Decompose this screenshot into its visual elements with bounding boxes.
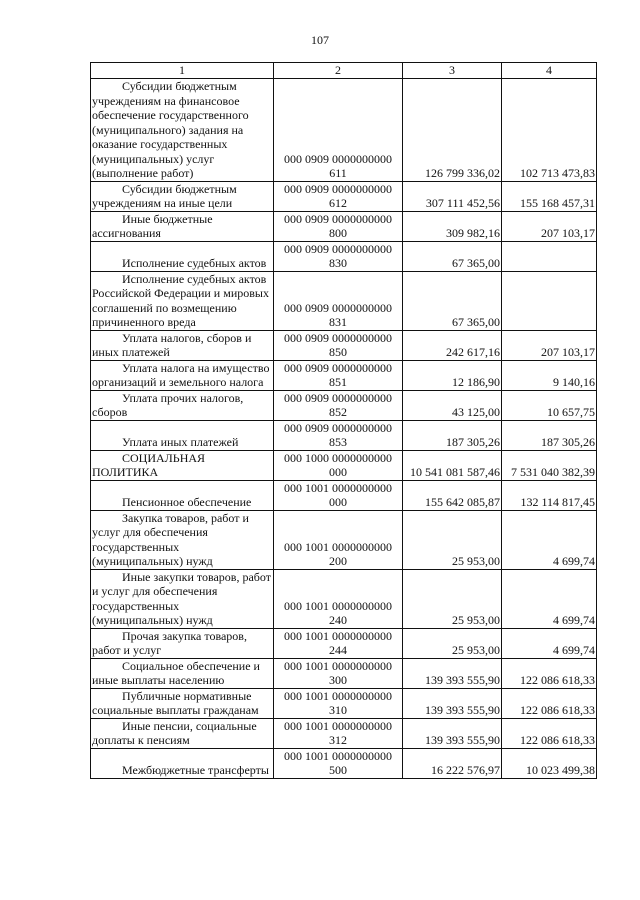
row-name: Уплата прочих налогов, сборов xyxy=(92,390,244,419)
row-code: 000 0909 0000000000 800 xyxy=(274,211,403,241)
row-name-cell xyxy=(91,241,274,271)
row-code: 000 1001 0000000000 310 xyxy=(274,688,403,718)
row-code: 000 0909 0000000000 611 xyxy=(274,79,403,182)
table-row xyxy=(91,271,597,330)
table-header-row xyxy=(91,63,597,79)
row-value-col3: 25 953,00 xyxy=(403,628,502,658)
row-name-cell xyxy=(91,658,274,688)
row-value-col3: 25 953,00 xyxy=(403,510,502,569)
row-name: Уплата налогов, сборов и иных платежей xyxy=(92,330,252,359)
row-value-col3: 16 222 576,97 xyxy=(403,748,502,778)
row-code: 000 1001 0000000000 240 xyxy=(274,569,403,628)
row-name-cell xyxy=(91,569,274,628)
row-name-cell xyxy=(91,330,274,360)
row-name: Уплата налога на имущество организаций и земельного налога xyxy=(92,360,270,389)
row-name: Исполнение судебных актов xyxy=(122,256,267,270)
row-value-col4: 155 168 457,31 xyxy=(502,181,597,211)
row-value-col4: 122 086 618,33 xyxy=(502,688,597,718)
row-code: 000 1001 0000000000 300 xyxy=(274,658,403,688)
row-value-col3: 43 125,00 xyxy=(403,390,502,420)
row-code: 000 1001 0000000000 312 xyxy=(274,718,403,748)
row-code: 000 0909 0000000000 852 xyxy=(274,390,403,420)
row-value-col4: 7 531 040 382,39 xyxy=(502,450,597,480)
table-row xyxy=(91,510,597,569)
row-value-col3: 139 393 555,90 xyxy=(403,718,502,748)
row-code: 000 1001 0000000000 000 xyxy=(274,480,403,510)
table-row xyxy=(91,241,597,271)
header-col-3: 3 xyxy=(403,63,502,79)
row-value-col3: 10 541 081 587,46 xyxy=(403,450,502,480)
row-name-cell xyxy=(91,79,274,182)
table-row xyxy=(91,569,597,628)
table-row xyxy=(91,79,597,182)
row-name: СОЦИАЛЬНАЯ ПОЛИТИКА xyxy=(92,450,206,479)
row-name-cell xyxy=(91,420,274,450)
row-code: 000 1001 0000000000 200 xyxy=(274,510,403,569)
row-value-col4: 132 114 817,45 xyxy=(502,480,597,510)
row-code: 000 1000 0000000000 000 xyxy=(274,450,403,480)
table-row xyxy=(91,211,597,241)
budget-table xyxy=(90,62,597,779)
table-row xyxy=(91,450,597,480)
table-row xyxy=(91,330,597,360)
row-value-col3: 139 393 555,90 xyxy=(403,688,502,718)
row-code: 000 0909 0000000000 851 xyxy=(274,360,403,390)
row-name-cell xyxy=(91,628,274,658)
row-value-col3: 139 393 555,90 xyxy=(403,658,502,688)
row-name-cell xyxy=(91,748,274,778)
row-name-cell xyxy=(91,510,274,569)
row-value-col4: 4 699,74 xyxy=(502,510,597,569)
row-name-cell xyxy=(91,718,274,748)
row-value-col4: 4 699,74 xyxy=(502,569,597,628)
row-value-col4: 10 023 499,38 xyxy=(502,748,597,778)
row-code: 000 0909 0000000000 830 xyxy=(274,241,403,271)
row-name: Прочая закупка товаров, работ и услуг xyxy=(92,628,247,657)
row-name: Иные пенсии, социальные доплаты к пенсиям xyxy=(92,718,257,747)
row-value-col4: 102 713 473,83 xyxy=(502,79,597,182)
row-name: Иные бюджетные ассигнования xyxy=(92,211,213,240)
row-name: Пенсионное обеспечение xyxy=(122,495,252,509)
table-body xyxy=(91,79,597,779)
row-code: 000 1001 0000000000 244 xyxy=(274,628,403,658)
row-name: Закупка товаров, работ и услуг для обеспечения государственных (муниципальных) нужд xyxy=(92,510,249,568)
row-name-cell xyxy=(91,360,274,390)
table-row xyxy=(91,420,597,450)
row-value-col4: 122 086 618,33 xyxy=(502,718,597,748)
row-name: Иные закупки товаров, работ и услуг для обеспечения государственных (муниципальных) нужд xyxy=(92,569,271,627)
row-value-col3: 307 111 452,56 xyxy=(403,181,502,211)
row-name: Публичные нормативные социальные выплаты гражданам xyxy=(92,688,259,717)
table-row xyxy=(91,748,597,778)
row-value-col3: 309 982,16 xyxy=(403,211,502,241)
row-name-cell xyxy=(91,480,274,510)
page-number: 107 xyxy=(311,33,329,47)
row-value-col4: 207 103,17 xyxy=(502,330,597,360)
row-value-col3: 242 617,16 xyxy=(403,330,502,360)
row-name: Уплата иных платежей xyxy=(122,435,239,449)
row-name-cell xyxy=(91,181,274,211)
row-code: 000 0909 0000000000 853 xyxy=(274,420,403,450)
row-name: Социальное обеспечение и иные выплаты населению xyxy=(92,658,260,687)
row-value-col3: 12 186,90 xyxy=(403,360,502,390)
row-code: 000 0909 0000000000 612 xyxy=(274,181,403,211)
row-code: 000 0909 0000000000 850 xyxy=(274,330,403,360)
header-col-4: 4 xyxy=(502,63,597,79)
row-code: 000 1001 0000000000 500 xyxy=(274,748,403,778)
row-value-col3: 187 305,26 xyxy=(403,420,502,450)
row-name: Исполнение судебных актов Российской Федерации и мировых соглашений по возмещению причиненного вреда xyxy=(92,271,269,329)
table-row xyxy=(91,718,597,748)
row-name: Субсидии бюджетным учреждениям на финансовое обеспечение государственного (муниципального) задания на оказание государственных (муниципальных) услуг (выполнение работ) xyxy=(92,79,249,180)
row-value-col3: 126 799 336,02 xyxy=(403,79,502,182)
row-name: Межбюджетные трансферты xyxy=(122,763,269,777)
row-value-col4: 122 086 618,33 xyxy=(502,658,597,688)
table-row xyxy=(91,181,597,211)
row-value-col4: 9 140,16 xyxy=(502,360,597,390)
table-row xyxy=(91,480,597,510)
header-col-1: 1 xyxy=(91,63,274,79)
table-row xyxy=(91,360,597,390)
row-value-col4: 10 657,75 xyxy=(502,390,597,420)
row-code: 000 0909 0000000000 831 xyxy=(274,271,403,330)
row-name: Субсидии бюджетным учреждениям на иные цели xyxy=(92,181,237,210)
row-value-col4: 4 699,74 xyxy=(502,628,597,658)
header-col-2: 2 xyxy=(274,63,403,79)
table-row xyxy=(91,628,597,658)
row-value-col3: 155 642 085,87 xyxy=(403,480,502,510)
row-value-col3: 67 365,00 xyxy=(403,241,502,271)
table-row xyxy=(91,390,597,420)
row-value-col3: 67 365,00 xyxy=(403,271,502,330)
table-row xyxy=(91,688,597,718)
row-value-col3: 25 953,00 xyxy=(403,569,502,628)
row-name-cell xyxy=(91,450,274,480)
table-row xyxy=(91,658,597,688)
row-name-cell xyxy=(91,390,274,420)
row-value-col4: 187 305,26 xyxy=(502,420,597,450)
row-name-cell xyxy=(91,688,274,718)
row-value-col4: 207 103,17 xyxy=(502,211,597,241)
row-name-cell xyxy=(91,211,274,241)
row-value-col4 xyxy=(502,271,597,330)
row-name-cell xyxy=(91,271,274,330)
row-value-col4 xyxy=(502,241,597,271)
